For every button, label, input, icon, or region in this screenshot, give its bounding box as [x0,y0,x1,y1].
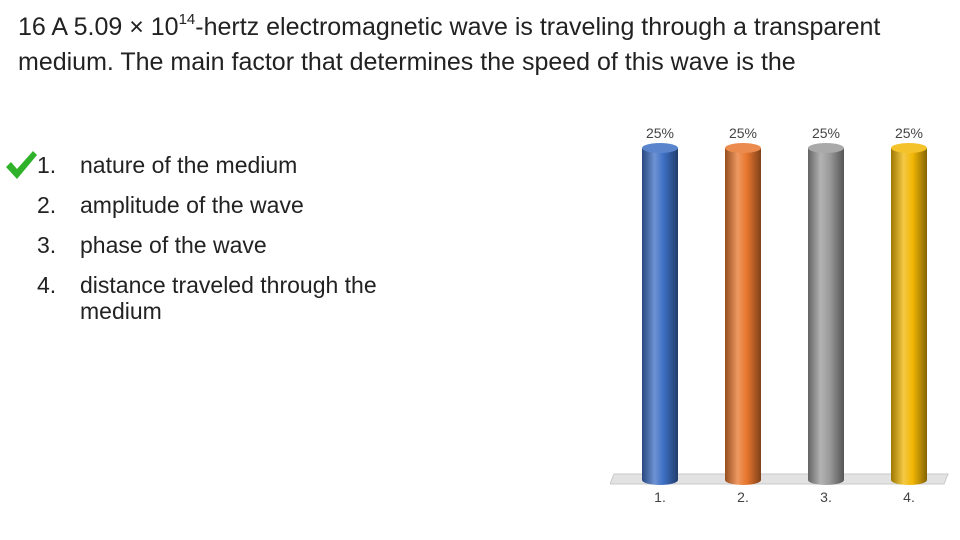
question-text-before: A 5.09 × 10 [51,13,179,41]
chart-value-label-1: 25% [645,125,675,141]
chart-bars [642,143,927,485]
answer-text: nature of the medium [80,152,298,178]
answer-option-2[interactable] [20,192,440,218]
chart-labels [646,125,923,505]
chart-category-label-3: 3. [820,489,832,505]
question-number: 16 [18,13,46,41]
answer-number: 1. [37,152,57,178]
answer-option-4[interactable] [20,272,440,324]
check-icon [4,148,38,182]
answer-option-1[interactable] [20,152,440,178]
answer-list [20,152,440,338]
chart-category-label-2: 2. [737,489,749,505]
response-bar-chart [610,118,955,518]
chart-bar-cap-3 [808,143,844,153]
answer-text: distance traveled through the medium [80,272,377,324]
chart-bar-1 [642,148,678,485]
chart-bar-3 [808,148,844,485]
answer-option-3[interactable] [20,232,440,258]
chart-value-label-4: 25% [894,125,924,141]
chart-bar-2 [725,148,761,485]
answer-number: 3. [37,232,57,258]
chart-value-label-2: 25% [728,125,758,141]
answer-number: 4. [37,272,57,298]
chart-category-label-4: 4. [903,489,915,505]
answer-text: amplitude of the wave [80,192,304,218]
question-exponent: 14 [178,10,196,28]
question-text [18,10,948,80]
chart-bar-4 [891,148,927,485]
chart-value-label-3: 25% [811,125,841,141]
chart-bar-cap-2 [725,143,761,153]
chart-category-label-1: 1. [654,489,666,505]
question-text-after: -hertz electromagnetic wave is traveling through a transparent medium. The main factor that determines the speed of this wave is the [18,13,881,76]
answer-text: phase of the wave [80,232,267,258]
answer-number: 2. [37,192,57,218]
chart-bar-cap-4 [891,143,927,153]
chart-bar-cap-1 [642,143,678,153]
